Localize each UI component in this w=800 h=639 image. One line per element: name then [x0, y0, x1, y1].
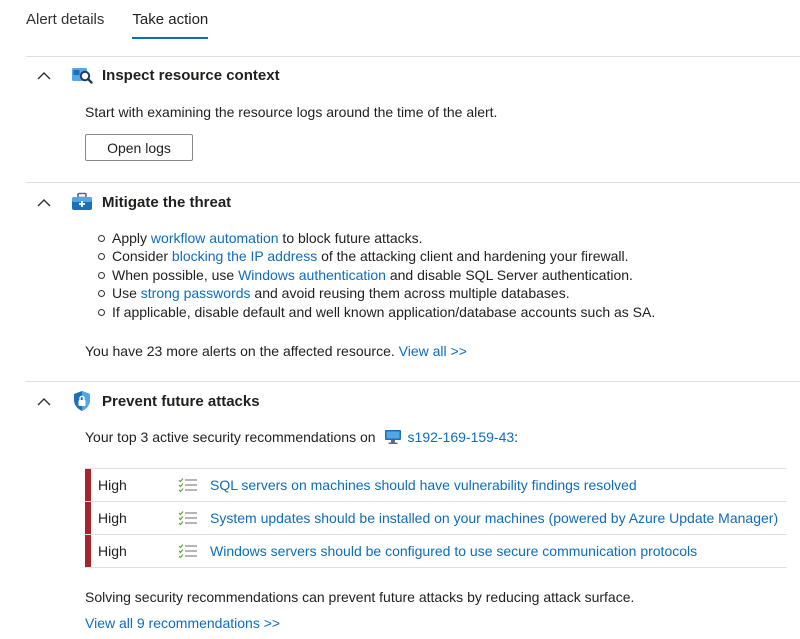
virtual-machine-icon	[384, 429, 402, 448]
recommendation-link[interactable]: SQL servers on machines should have vulnerability findings resolved	[210, 477, 637, 493]
open-logs-button[interactable]: Open logs	[85, 134, 193, 161]
list-item: Consider blocking the IP address of the attacking client and hardening your firewall.	[98, 247, 655, 265]
blocking-ip-link[interactable]: blocking the IP address	[171, 248, 318, 265]
recommendations-table	[85, 468, 787, 568]
severity-bar	[85, 469, 91, 501]
tab-alert-details[interactable]: Alert details	[26, 11, 105, 28]
chevron-up-icon[interactable]	[36, 194, 52, 210]
chevron-up-icon[interactable]	[36, 393, 52, 409]
strong-passwords-link[interactable]: strong passwords	[140, 285, 251, 302]
section-title: Prevent future attacks	[102, 392, 260, 410]
severity-bar	[85, 535, 91, 567]
list-item: If applicable, disable default and well known application/database accounts such as SA.	[98, 303, 655, 321]
list-item: When possible, use Windows authentication and disable SQL Server authentication.	[98, 266, 655, 284]
toolbox-icon	[70, 190, 94, 214]
table-row[interactable]	[85, 468, 787, 502]
recommendations-intro: Your top 3 active security recommendations on s192-169-159-43:	[85, 429, 518, 448]
section-title: Mitigate the threat	[102, 193, 232, 211]
workflow-automation-link[interactable]: workflow automation	[150, 230, 279, 246]
severity-label: High	[98, 543, 127, 559]
resource-link[interactable]: s192-169-159-43	[407, 429, 515, 445]
recommendations-footer: Solving security recommendations can prevent future attacks by reducing attack surface.	[85, 589, 635, 605]
section-header-mitigate[interactable]	[36, 190, 231, 214]
mitigation-list	[98, 229, 655, 321]
tab-bar	[26, 0, 208, 40]
divider	[26, 381, 800, 382]
windows-authentication-link[interactable]: Windows authentication	[238, 266, 386, 283]
list-item: Apply workflow automation to block future attacks.	[98, 229, 655, 247]
severity-label: High	[98, 510, 127, 526]
tab-take-action[interactable]: Take action	[132, 0, 208, 40]
severity-bar	[85, 502, 91, 534]
view-all-recommendations-link[interactable]: View all 9 recommendations >>	[85, 615, 281, 631]
table-row[interactable]	[85, 502, 787, 535]
inspect-description: Start with examining the resource logs around the time of the alert.	[85, 104, 498, 120]
checklist-icon	[178, 543, 200, 559]
table-row[interactable]	[85, 535, 787, 568]
section-header-prevent[interactable]	[36, 389, 260, 413]
recommendation-link[interactable]: Windows servers should be configured to use secure communication protocols	[210, 543, 698, 559]
section-title: Inspect resource context	[102, 66, 280, 84]
divider	[26, 56, 800, 57]
checklist-icon	[178, 510, 200, 526]
view-all-alerts-link[interactable]: View all >>	[398, 343, 467, 359]
shield-lock-icon	[70, 389, 94, 413]
recommendation-link[interactable]: System updates should be installed on your machines (powered by Azure Update Manager)	[210, 510, 779, 526]
monitor-search-icon	[70, 63, 94, 87]
more-alerts-text: You have 23 more alerts on the affected resource. View all >>	[85, 343, 467, 359]
divider	[26, 182, 800, 183]
checklist-icon	[178, 477, 200, 493]
chevron-up-icon[interactable]	[36, 67, 52, 83]
severity-label: High	[98, 477, 127, 493]
section-header-inspect[interactable]	[36, 63, 280, 87]
list-item: Use strong passwords and avoid reusing them across multiple databases.	[98, 284, 655, 302]
